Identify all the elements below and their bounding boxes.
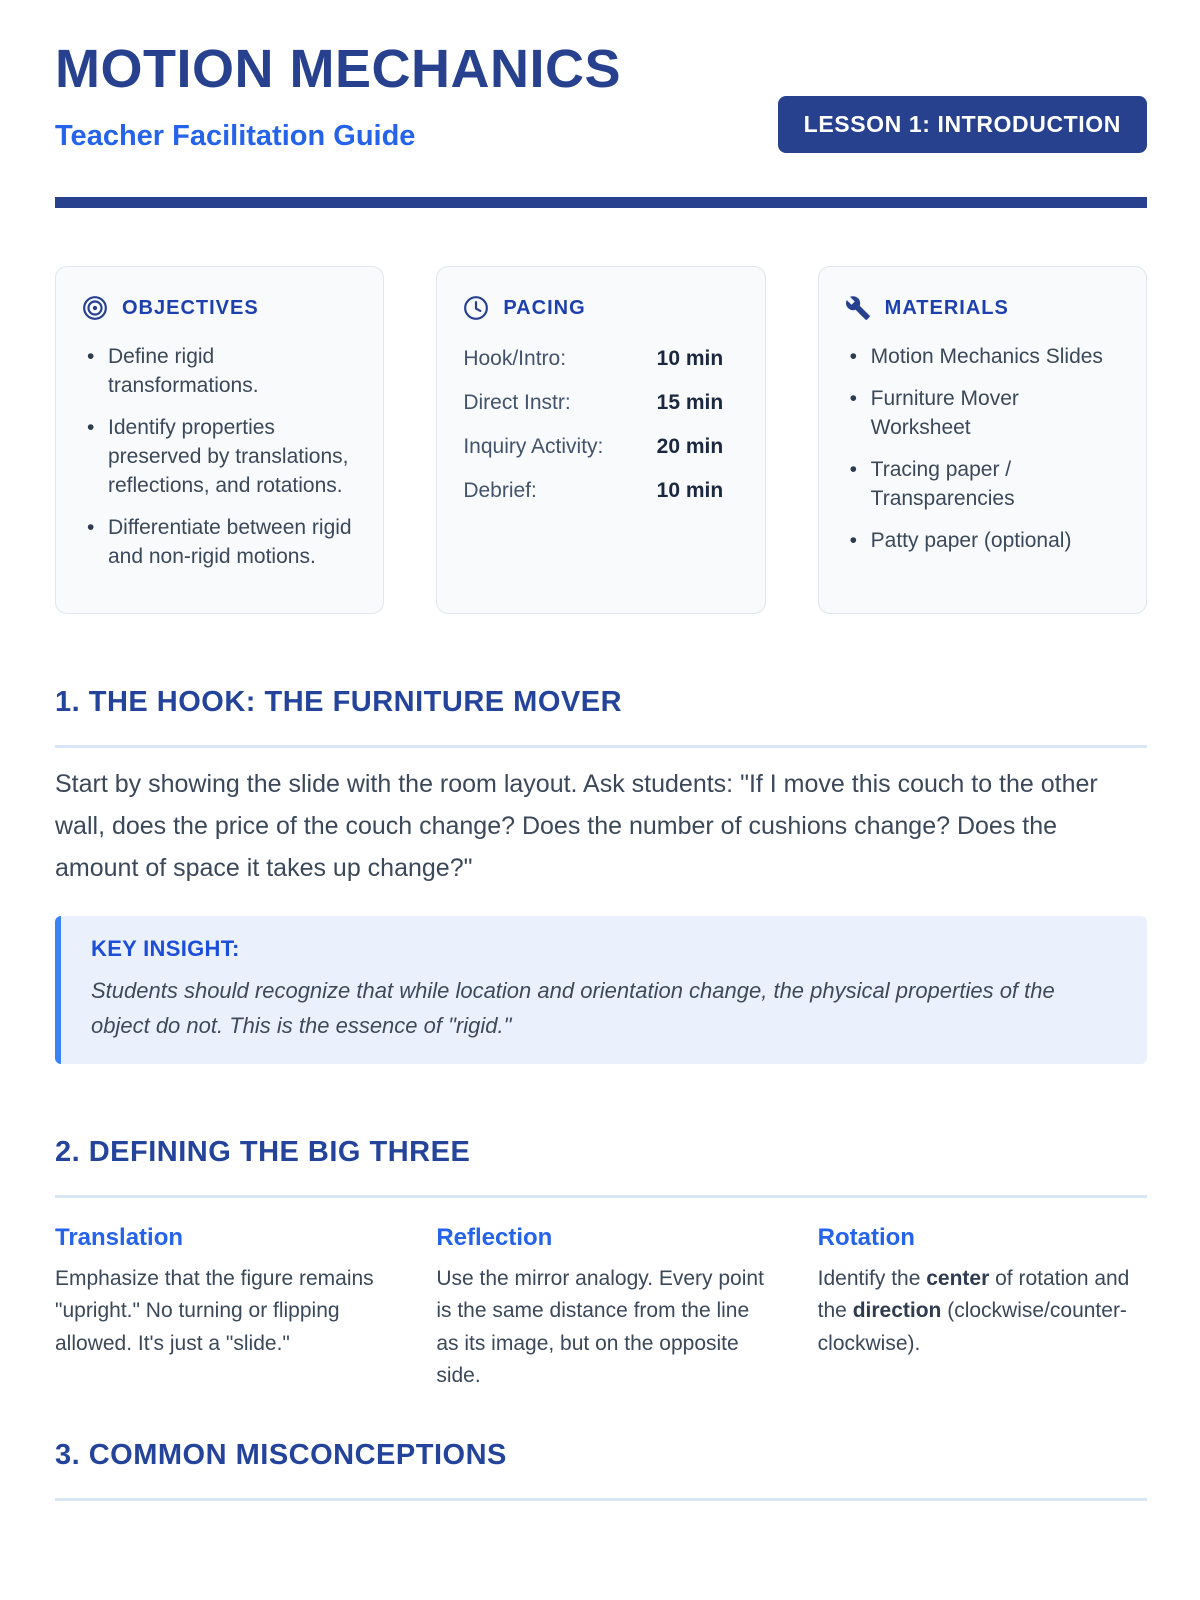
list-item: • Motion Mechanics Slides — [845, 343, 1120, 372]
pacing-card-title: PACING — [503, 296, 586, 319]
pacing-label: Direct Instr: — [463, 391, 571, 415]
callout-label: KEY INSIGHT: — [91, 936, 240, 962]
pacing-card-header — [463, 295, 738, 321]
section-misconceptions-heading: 3. COMMON MISCONCEPTIONS — [55, 1439, 1147, 1501]
header-titles — [55, 39, 621, 153]
list-item: • Tracing paper / Transparencies — [845, 456, 1120, 514]
section-big-three-heading: 2. DEFINING THE BIG THREE — [55, 1136, 1147, 1198]
pacing-card — [436, 266, 765, 614]
list-item: • Differentiate between rigid and non-rigid motions. — [82, 514, 357, 572]
column-body: Emphasize that the figure remains "upright." No turning or flipping allowed. It's just a "slide." — [55, 1266, 374, 1355]
header — [55, 39, 1147, 153]
list-item: • Identify properties preserved by translations, reflections, and rotations. — [82, 414, 357, 501]
column-body-bold: center — [926, 1266, 990, 1290]
column-body-text: Identify the — [817, 1266, 927, 1290]
materials-list — [845, 343, 1120, 556]
big-three-columns — [55, 1224, 1147, 1393]
list-item: • Furniture Mover Worksheet — [845, 385, 1120, 443]
materials-card — [818, 266, 1147, 614]
section-big-three — [55, 1136, 1147, 1393]
pacing-label: Hook/Intro: — [463, 347, 567, 371]
header-divider — [55, 197, 1147, 208]
column-translation — [55, 1224, 384, 1393]
section-misconceptions — [55, 1439, 1147, 1501]
hook-paragraph: Start by showing the slide with the room layout. Ask students: "If I move this couch to the other wall, does the price of the couch change? Does the number of cushions change? Does the amount of space it takes up change?" — [55, 770, 1098, 883]
objectives-card-header — [82, 295, 357, 321]
column-title: Translation — [55, 1224, 184, 1252]
pacing-row — [463, 347, 738, 371]
lesson-badge: LESSON 1: INTRODUCTION — [778, 96, 1147, 153]
list-item: • Define rigid transformations. — [82, 343, 357, 401]
column-body: Use the mirror analogy. Every point is the same distance from the line as its image, but on the opposite side. — [436, 1266, 764, 1388]
objectives-list — [82, 343, 357, 572]
column-body-bold: direction — [852, 1299, 942, 1323]
target-icon — [82, 295, 108, 321]
pacing-row — [463, 435, 738, 459]
pacing-value: 10 min — [656, 479, 724, 503]
materials-card-title: MATERIALS — [884, 296, 1009, 319]
materials-card-header — [845, 295, 1120, 321]
pacing-rows — [463, 347, 738, 503]
pacing-row — [463, 479, 738, 503]
info-cards-row — [55, 266, 1147, 614]
column-body — [818, 1263, 1147, 1361]
column-body-text: (clockwise/counter-clockwise). — [817, 1299, 1127, 1355]
column-body-text: of rotation and the — [817, 1266, 1130, 1323]
key-insight-callout — [55, 916, 1147, 1063]
column-title: Rotation — [817, 1224, 915, 1252]
pacing-value: 15 min — [656, 391, 724, 415]
list-item: • Patty paper (optional) — [845, 527, 1120, 556]
wrench-icon — [845, 295, 871, 321]
callout-text: Students should recognize that while location and orientation change, the physical properties of the object do not. This is the essence of "rigid." — [91, 977, 1055, 1038]
pacing-row — [463, 391, 738, 415]
objectives-card-title: OBJECTIVES — [122, 296, 259, 319]
pacing-label: Inquiry Activity: — [463, 435, 604, 459]
section-hook — [55, 686, 1147, 1064]
pacing-label: Debrief: — [463, 479, 537, 503]
pacing-value: 10 min — [656, 347, 724, 371]
page-subtitle: Teacher Facilitation Guide — [55, 120, 416, 152]
page-title: MOTION MECHANICS — [55, 39, 621, 99]
column-title: Reflection — [436, 1224, 553, 1252]
column-reflection — [436, 1224, 765, 1393]
pacing-value: 20 min — [656, 435, 724, 459]
clock-icon — [463, 295, 489, 321]
column-rotation — [818, 1224, 1147, 1393]
section-hook-heading: 1. THE HOOK: THE FURNITURE MOVER — [55, 686, 1147, 748]
objectives-card — [55, 266, 384, 614]
